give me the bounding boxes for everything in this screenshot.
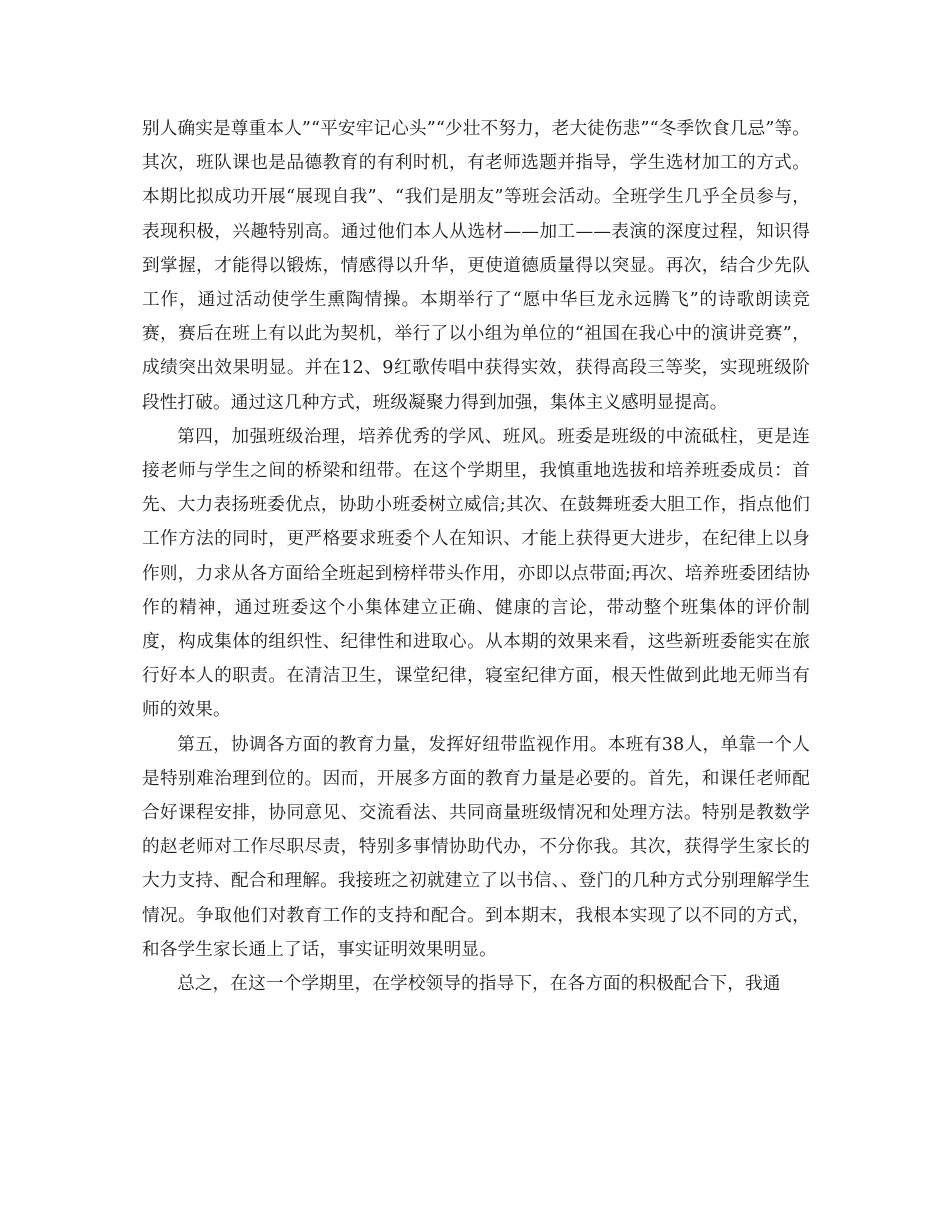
paragraph-1: 别人确实是尊重本人”“平安牢记心头”“少壮不努力，老大徒伤悲”“冬季饮食几忌”等。其次，班队课也是品德教育的有利时机，有老师选题并指导，学生选材加工的方式。本期比拟成功开展“展现自我”、“我们是朋友”等班会活动。全班学生几乎全员参与，表现积极，兴趣特别高。通过他们本人从选材——加工——表演的深度过程，知识得到掌握，才能得以锻炼，情感得以升华，更使道德质量得以突显。再次，结合少先队工作，通过活动使学生熏陶情操。本期举行了“愿中华巨龙永远腾飞”的诗歌朗读竞赛，赛后在班上有以此为契机，举行了以小组为单位的“祖国在我心中的演讲竞赛”，成绩突出效果明显。并在12、9红歌传唱中获得实效，获得高段三等奖，实现班级阶段性打破。通过这几种方式，班级凝聚力得到加强，集体主义感明显提高。 <box>142 119 810 413</box>
document-body <box>142 112 810 1001</box>
paragraph-2: 第四，加强班级治理，培养优秀的学风、班风。班委是班级的中流砥柱，更是连接老师与学生之间的桥梁和纽带。在这个学期里，我慎重地选拔和培养班委成员：首先、大力表扬班委优点，协助小班委树立威信;其次、在鼓舞班委大胆工作，指点他们工作方法的同时，更严格要求班委个人在知识、才能上获得更大进步，在纪律上以身作则，力求从各方面给全班起到榜样带头作用，亦即以点带面;再次、培养班委团结协作的精神，通过班委这个小集体建立正确、健康的言论，带动整个班集体的评价制度，构成集体的组织性、纪律性和进取心。从本期的效果来看，这些新班委能实在旅行好本人的职责。在清洁卫生，课堂纪律，寝室纪律方面，根天性做到此地无师当有师的效果。 <box>142 426 810 721</box>
paragraph-3: 第五，协调各方面的教育力量，发挥好纽带监视作用。本班有38人，单靠一个人是特别难治理到位的。因而，开展多方面的教育力量是必要的。首先，和课任老师配合好课程安排，协同意见、交流看法、共同商量班级情况和处理方法。特别是教数学的赵老师对工作尽职尽责，特别多事情协助代办，不分你我。其次，获得学生家长的大力支持、配合和理解。我接班之初就建立了以书信、、登门的几种方式分别理解学生情况。争取他们对教育工作的支持和配合。到本期末，我根本实现了以不同的方式，和各学生家长通上了话，事实证明效果明显。 <box>142 734 810 960</box>
paragraph-4: 总之，在这一个学期里，在学校领导的指导下，在各方面的积极配合下，我通 <box>177 974 781 995</box>
